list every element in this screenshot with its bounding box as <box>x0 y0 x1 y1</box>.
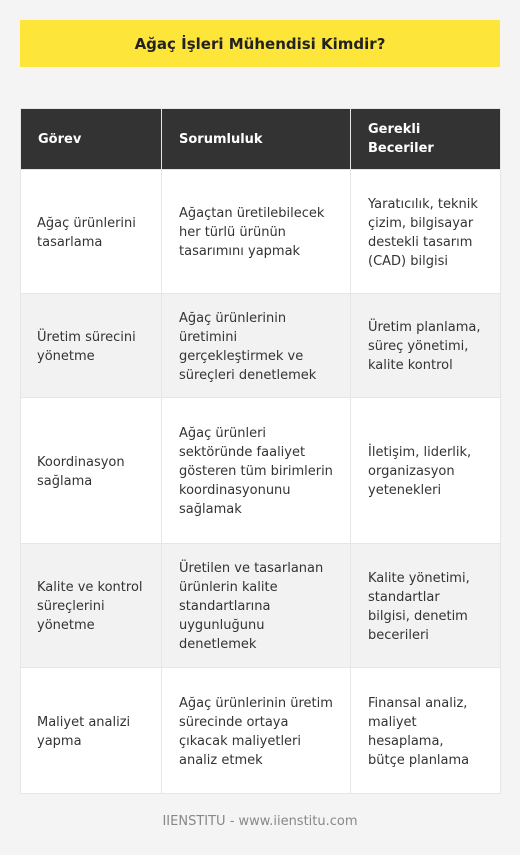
header-skills: Gerekli Beceriler <box>351 109 501 170</box>
duties-table <box>20 108 501 794</box>
table-row <box>21 294 501 398</box>
skills-cell: İletişim, liderlik, organizasyon yetenekleri <box>351 398 501 544</box>
task-cell: Ağaç ürünlerini tasarlama <box>21 170 162 294</box>
page-title: Ağaç İşleri Mühendisi Kimdir? <box>134 34 386 53</box>
responsibility-cell: Ağaç ürünlerinin üretim sürecinde ortaya çıkacak maliyetleri analiz etmek <box>162 668 351 794</box>
title-banner <box>20 20 500 67</box>
skills-cell: Kalite yönetimi, standartlar bilgisi, denetim becerileri <box>351 544 501 668</box>
responsibility-cell: Ağaç ürünleri sektöründe faaliyet gösteren tüm birimlerin koordinasyonunu sağlamak <box>162 398 351 544</box>
table-row <box>21 170 501 294</box>
table-header-row <box>21 109 501 170</box>
skills-cell: Finansal analiz, maliyet hesaplama, bütçe planlama <box>351 668 501 794</box>
task-cell: Üretim sürecini yönetme <box>21 294 162 398</box>
responsibility-cell: Ağaç ürünlerinin üretimini gerçekleştirmek ve süreçleri denetlemek <box>162 294 351 398</box>
responsibility-cell: Üretilen ve tasarlanan ürünlerin kalite standartlarına uygunluğunu denetlemek <box>162 544 351 668</box>
skills-cell: Üretim planlama, süreç yönetimi, kalite kontrol <box>351 294 501 398</box>
task-cell: Kalite ve kontrol süreçlerini yönetme <box>21 544 162 668</box>
responsibility-cell: Ağaçtan üretilebilecek her türlü ürünün tasarımını yapmak <box>162 170 351 294</box>
table-row <box>21 544 501 668</box>
skills-cell: Yaratıcılık, teknik çizim, bilgisayar destekli tasarım (CAD) bilgisi <box>351 170 501 294</box>
task-cell: Maliyet analizi yapma <box>21 668 162 794</box>
header-task: Görev <box>21 109 162 170</box>
table-row <box>21 398 501 544</box>
footer-credit: IIENSTITU - www.iienstitu.com <box>162 814 358 829</box>
table-row <box>21 668 501 794</box>
task-cell: Koordinasyon sağlama <box>21 398 162 544</box>
header-responsibility: Sorumluluk <box>162 109 351 170</box>
